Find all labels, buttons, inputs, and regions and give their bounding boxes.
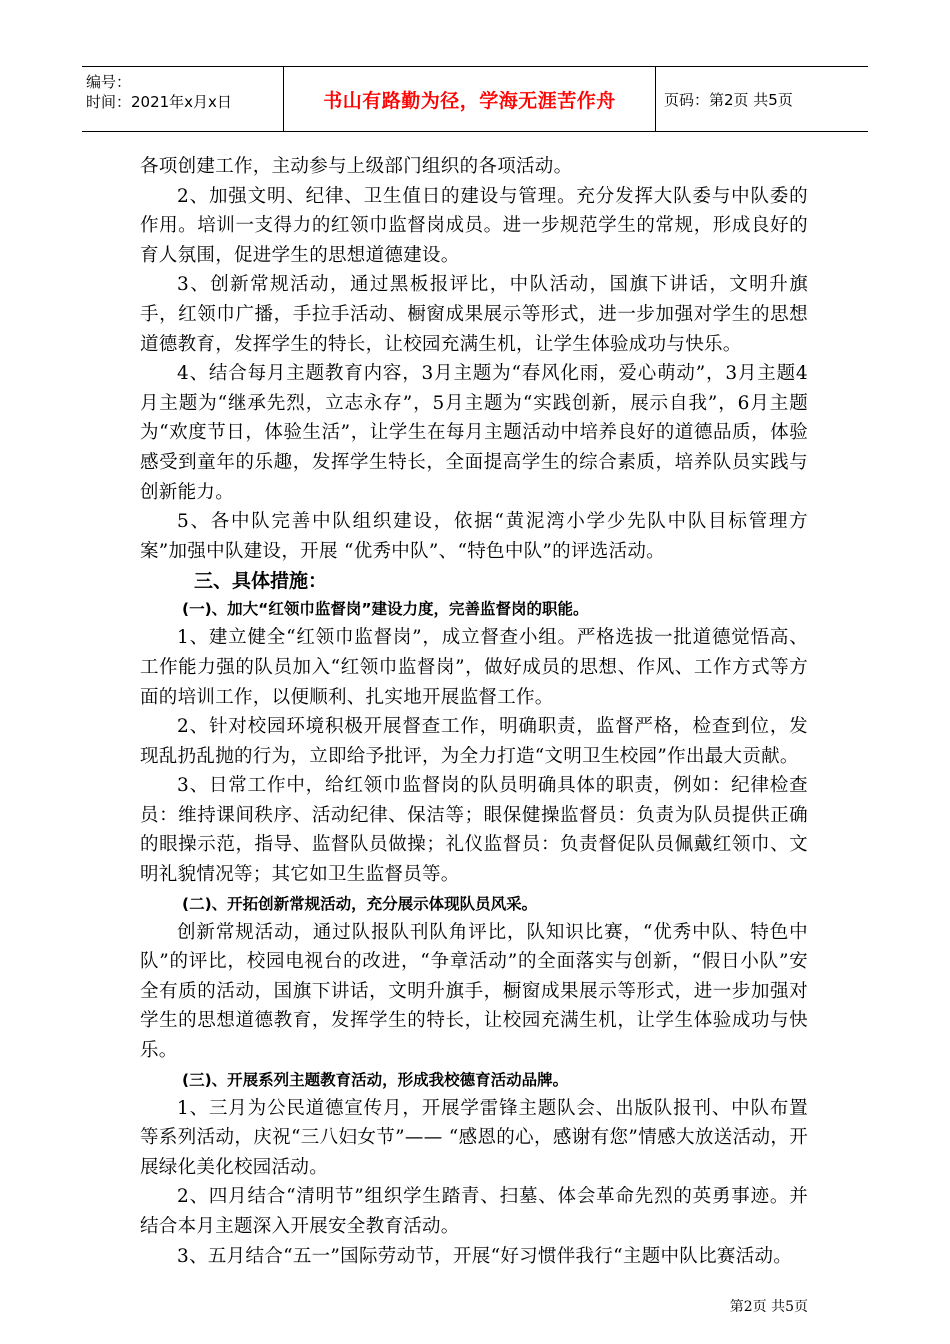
subsection-heading: (二)、开拓创新常规活动，充分展示体现队员风采。 [182, 894, 538, 913]
paragraph: 1、三月为公民道德宣传月，开展学雷锋主题队会、出版队报刊、中队布置等系列活动，庆祝“三八妇女节”—— “感恩的心，感谢有您”情感大放送活动，开展绿化美化校园活动。 [140, 1097, 808, 1178]
code-label: 编号： [86, 73, 132, 91]
paragraph: 5、各中队完善中队组织建设，依据“黄泥湾小学少先队中队目标管理方案”加强中队建设，开展 “优秀中队”、“特色中队”的评选活动。 [140, 511, 808, 562]
subsection-heading: (一)、加大“红领巾监督岗”建设力度，完善监督岗的职能。 [182, 600, 589, 619]
subsection-heading: (三)、开展系列主题教育活动，形成我校德育活动品牌。 [182, 1070, 569, 1089]
header-motto: 书山有路勤为径，学海无涯苦作舟 [284, 67, 656, 131]
header-meta [82, 67, 284, 131]
page-footer: 第2页 共5页 [729, 1299, 808, 1315]
date-line: 时间：2021年x月x日 [86, 93, 232, 111]
paragraph: 各项创建工作，主动参与上级部门组织的各项活动。 [140, 156, 573, 177]
section-heading: 三、具体措施： [194, 570, 328, 593]
paragraph: 3、五月结合“五一”国际劳动节，开展“好习惯伴我行“主题中队比赛活动。 [177, 1245, 793, 1267]
paragraph: 1、建立健全“红领巾监督岗”，成立督查小组。严格选拔一批道德觉悟高、工作能力强的队员加入“红领巾监督岗”，做好成员的思想、作风、工作方式等方面的培训工作，以便顺利、扎实地开展监督工作。 [140, 627, 808, 708]
paragraph: 2、加强文明、纪律、卫生值日的建设与管理。充分发挥大队委与中队委的作用。培训一支得力的红领巾监督岗成员。进一步规范学生的常规，形成良好的育人氛围，促进学生的思想道德建设。 [140, 185, 808, 266]
paragraph: 2、针对校园环境积极开展督查工作，明确职责，监督严格，检查到位，发现乱扔乱抛的行为，立即给予批评，为全力打造“文明卫生校园”作出最大贡献。 [140, 716, 808, 767]
header-page-info: 页码：第2页 共5页 [664, 90, 793, 109]
document-body [140, 152, 808, 1271]
paragraph: 3、日常工作中，给红领巾监督岗的队员明确具体的职责，例如：纪律检查员：维持课间秩序、活动纪律、保洁等；眼保健操监督员：负责为队员提供正确的眼操示范，指导、监督队员做操；礼仪监督员：负责督促队员佩戴红领巾、文明礼貌情况等；其它如卫生监督员等。 [140, 775, 808, 886]
page-header [82, 66, 868, 132]
paragraph: 2、四月结合“清明节”组织学生踏青、扫墓、体会革命先烈的英勇事迹。并结合本月主题深入开展安全教育活动。 [140, 1186, 808, 1237]
paragraph: 创新常规活动，通过队报队刊队角评比，队知识比赛，“优秀中队、特色中队”的评比，校园电视台的改进，“争章活动”的全面落实与创新，“假日小队”安全有质的活动，国旗下讲话，文明升旗手，橱窗成果展示等形式，进一步加强对学生的思想道德教育，发挥学生的特长，让校园充满生机，让学生体验成功与快乐。 [140, 921, 808, 1062]
paragraph: 3、创新常规活动，通过黑板报评比，中队活动，国旗下讲话，文明升旗手，红领巾广播，手拉手活动、橱窗成果展示等形式，进一步加强对学生的思想道德教育，发挥学生的特长，让校园充满生机，让学生体验成功与快乐。 [140, 274, 808, 355]
paragraph: 4、结合每月主题教育内容，3月主题为“春风化雨，爱心萌动”，3月主题4月主题为“继承先烈，立志永存”，5月主题为“实践创新，展示自我”，6月主题为“欢度节日，体验生活”，让学生在每月主题活动中培养良好的道德品质，体验感受到童年的乐趣，发挥学生特长，全面提高学生的综合素质，培养队员实践与创新能力。 [140, 363, 808, 503]
